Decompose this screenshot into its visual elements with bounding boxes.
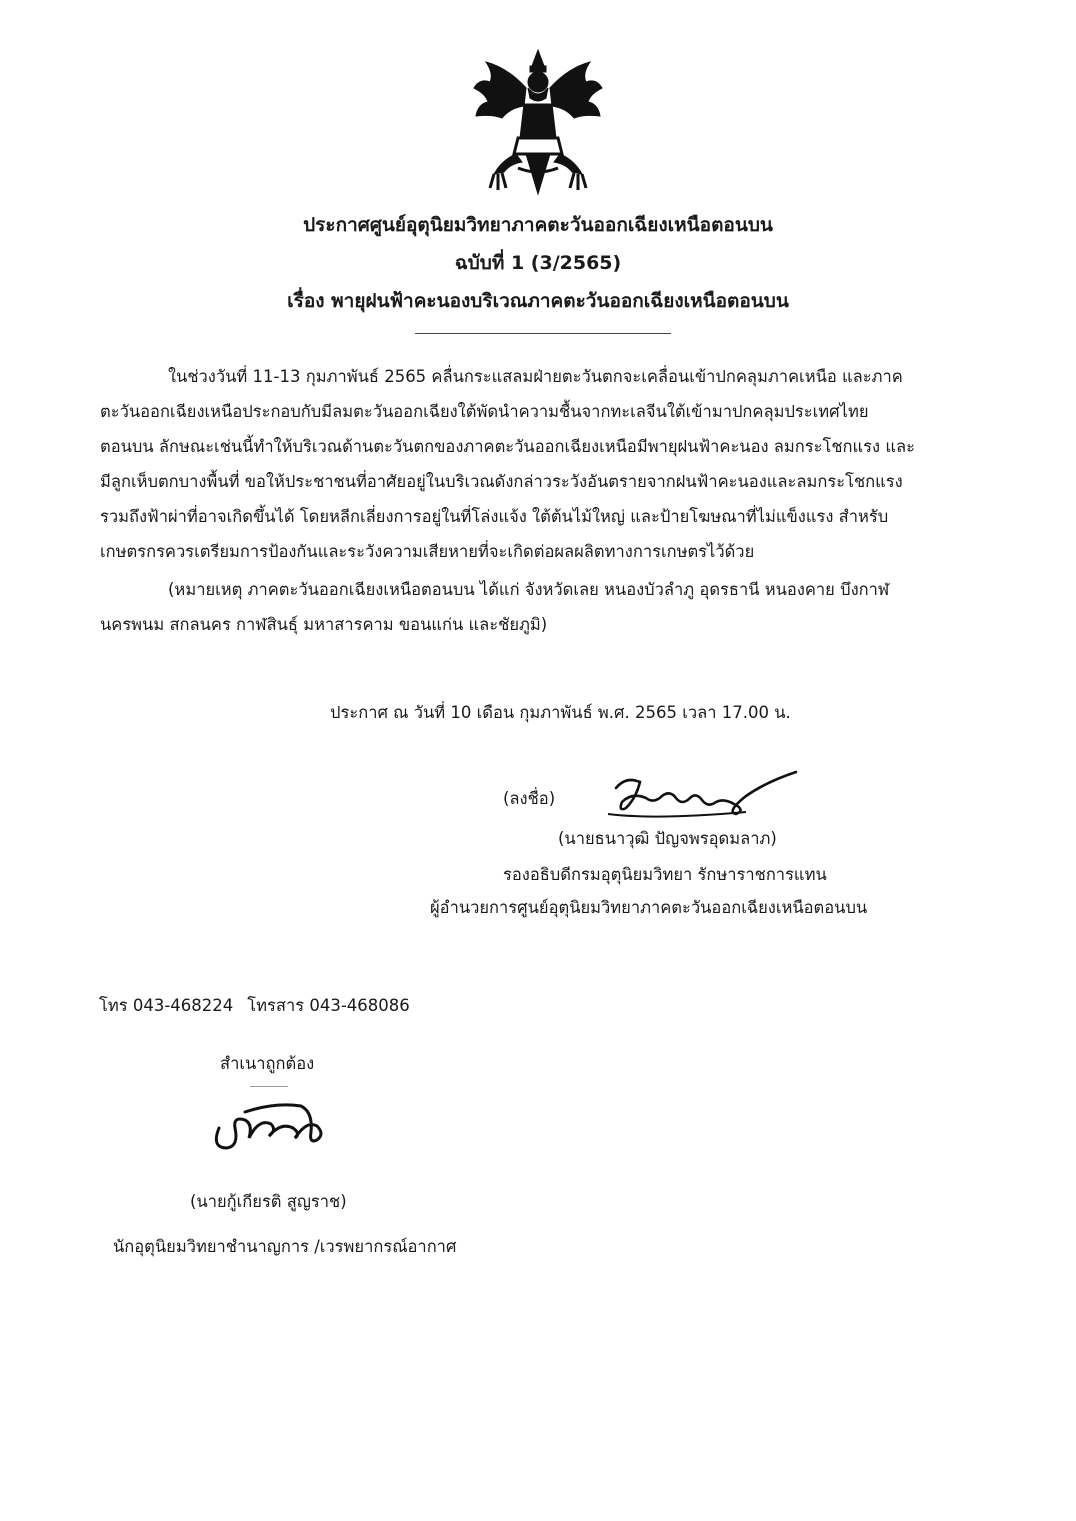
document-subject: เรื่อง พายุฝนฟ้าคะนองบริเวณภาคตะวันออกเฉียงเหนือตอนบน (287, 290, 789, 312)
paragraph-line: เกษตรกรควรเตรียมการป้องกันและระวังความเสียหายที่จะเกิดต่อผลผลิตทางการเกษตรไว้ด้วย (100, 542, 755, 561)
contact-info (99, 993, 410, 1019)
certified-copy-label: สำเนาถูกต้อง (220, 1054, 315, 1073)
paragraph-line: รวมถึงฟ้าผ่าที่อาจเกิดขึ้นได้ โดยหลีกเลี่ยงการอยู่ในที่โล่งแจ้ง ใต้ต้นไม้ใหญ่ และป้ายโฆษณาที่ไม่แข็งแรง สำหรับ (100, 507, 889, 526)
announcement-date: ประกาศ ณ วันที่ 10 เดือน กุมภาพันธ์ พ.ศ. 2565 เวลา 17.00 น. (330, 703, 791, 722)
signer-position: รองอธิบดีกรมอุตุนิยมวิทยา รักษาราชการแทน (503, 865, 827, 884)
document-title: ประกาศศูนย์อุตุนิยมวิทยาภาคตะวันออกเฉียงเหนือตอนบน (303, 214, 773, 236)
director-signature (596, 768, 801, 826)
certifier-position: นักอุตุนิยมวิทยาชำนาญการ /เวรพยากรณ์อากาศ (113, 1237, 457, 1256)
note-line: นครพนม สกลนคร กาฬสินธุ์ มหาสารคาม ขอนแก่น และชัยภูมิ) (100, 615, 548, 634)
fax-number: โทรสาร 043-468086 (247, 996, 410, 1015)
body-paragraph (100, 359, 988, 569)
signature-label: (ลงชื่อ) (503, 789, 556, 808)
signer-name: (นายธนาวุฒิ ปัญจพรอุดมลาภ) (558, 829, 777, 848)
signer-position: ผู้อำนวยการศูนย์อุตุนิยมวิทยาภาคตะวันออกเฉียงเหนือตอนบน (430, 898, 868, 917)
certifier-name: (นายกู้เกียรติ สูญราช) (190, 1192, 347, 1211)
paragraph-line: มีลูกเห็บตกบางพื้นที่ ขอให้ประชาชนที่อาศัยอยู่ในบริเวณดังกล่าวระวังอันตรายจากฝนฟ้าคะนองและลมกระโชกแรง (100, 472, 903, 491)
paragraph-line: ในช่วงวันที่ 11-13 กุมภาพันธ์ 2565 คลื่นกระแสลมฝ่ายตะวันตกจะเคลื่อนเข้าปกคลุมภาคเหนือ และภาค (168, 367, 903, 386)
issue-number: ฉบับที่ 1 (3/2565) (454, 252, 622, 274)
certifier-signature (205, 1098, 335, 1156)
garuda-emblem-icon (468, 48, 608, 198)
title-divider (415, 333, 671, 334)
certified-divider (250, 1086, 288, 1087)
paragraph-line: ตอนบน ลักษณะเช่นนี้ทำให้บริเวณด้านตะวันตกของภาคตะวันออกเฉียงเหนือมีพายุฝนฟ้าคะนอง ลมกระโชกแรง และ (100, 437, 915, 456)
phone-number: โทร 043-468224 (99, 996, 234, 1015)
paragraph-line: ตะวันออกเฉียงเหนือประกอบกับมีลมตะวันออกเฉียงใต้พัดนำความชื้นจากทะเลจีนใต้เข้ามาปกคลุมประเทศไทย (100, 402, 869, 421)
note-paragraph (100, 572, 988, 642)
note-line: (หมายเหตุ ภาคตะวันออกเฉียงเหนือตอนบน ได้แก่ จังหวัดเลย หนองบัวลำภู อุดรธานี หนองคาย บึงกาฬ (168, 580, 890, 599)
